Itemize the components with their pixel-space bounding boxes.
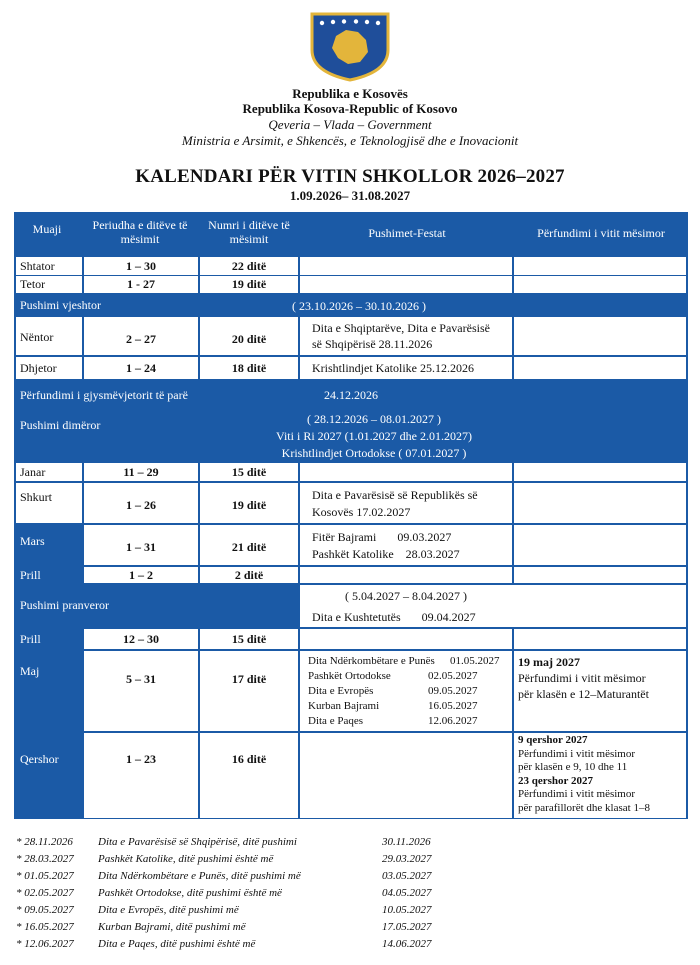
holiday-mars-line1: Fitër Bajrami 09.03.2027 <box>312 530 452 544</box>
period-janar: 11 – 29 <box>123 465 159 479</box>
footnote-item: * 28.03.2027 Pashkët Katolike, ditë pushimi është më 29.03.2027 <box>16 853 432 865</box>
month-nentor: Nëntor <box>20 330 54 344</box>
days-prill-2: 15 ditë <box>231 632 267 646</box>
footnote-item: * 16.05.2027 Kurban Bajrami, ditë pushimi më 17.05.2027 <box>16 921 432 933</box>
month-tetor: Tetor <box>20 277 46 291</box>
end-qershor-line: Përfundimi i vitit mësimor <box>518 747 636 760</box>
holiday-nentor-line1: Dita e Shqiptarëve, Dita e Pavarësisë <box>312 321 490 335</box>
end-qershor-list <box>518 734 650 816</box>
period-mars: 1 – 31 <box>126 540 156 554</box>
spring-break-label: Pushimi pranveror <box>20 598 109 612</box>
footnote-item: * 28.11.2026 Dita e Pavarësisë së Shqipërisë, ditë pushimi 30.11.2026 <box>16 836 431 848</box>
holiday-maj-item: Dita e Evropës 09.05.2027 <box>308 685 478 697</box>
ministry-line: Ministria e Arsimit, e Shkencës, e Teknologjisë dhe e Inovacionit <box>181 133 519 148</box>
footnote-item: * 02.05.2027 Pashkët Ortodokse, ditë pushimi është më 04.05.2027 <box>16 887 432 899</box>
period-nentor: 2 – 27 <box>126 332 156 346</box>
column-header-period: Periudha e ditëve të mësimit <box>92 218 188 246</box>
winter-break-dates: ( 28.12.2026 – 08.01.2027 ) <box>307 412 441 426</box>
footnote-item: * 01.05.2027 Dita Ndërkombëtare e Punës, ditë pushimi më 03.05.2027 <box>16 870 432 882</box>
end-qershor-line: Përfundimi i vitit mësimor <box>518 788 636 801</box>
half-year-date: 24.12.2026 <box>324 388 378 402</box>
kosovo-coat-of-arms-icon <box>308 10 392 82</box>
footnote-item: * 09.05.2027 Dita e Evropës, ditë pushimi më 10.05.2027 <box>16 904 432 916</box>
end-qershor-line: për klasën e 9, 10 dhe 11 <box>518 761 628 774</box>
holiday-shkurt-line1: Dita e Pavarësisë së Republikës së <box>312 488 478 502</box>
end-maj-line2: Përfundimi i vitit mësimor <box>518 671 646 685</box>
column-header-month: Muaji <box>32 222 62 236</box>
month-qershor: Qershor <box>20 752 59 766</box>
month-shkurt: Shkurt <box>20 490 53 504</box>
page-title: KALENDARI PËR VITIN SHKOLLOR 2026–2027 <box>135 166 565 187</box>
month-mars: Mars <box>20 534 45 548</box>
holiday-maj-item: Pashkët Ortodokse 02.05.2027 <box>308 670 478 682</box>
column-header-days: Numri i ditëve të mësimit <box>208 218 290 246</box>
days-nentor: 20 ditë <box>231 332 267 346</box>
footnote-list <box>16 836 686 955</box>
days-prill-1: 2 ditë <box>234 568 264 582</box>
column-header-holidays: Pushimet-Festat <box>368 226 446 240</box>
holiday-shkurt-line2: Kosovës 17.02.2027 <box>312 505 411 519</box>
days-shkurt: 19 ditë <box>231 498 267 512</box>
holiday-dhjetor: Krishtlindjet Katolike 25.12.2026 <box>312 361 474 375</box>
month-janar: Janar <box>20 465 46 479</box>
holiday-mars-line2: Pashkët Katolike 28.03.2027 <box>312 547 460 561</box>
spring-break-dates: ( 5.04.2027 – 8.04.2027 ) <box>345 589 467 603</box>
footnote-item: * 12.06.2027 Dita e Paqes, ditë pushimi është më 14.06.2027 <box>16 938 432 950</box>
spring-break-constitution-day: Dita e Kushtetutës 09.04.2027 <box>312 610 476 624</box>
end-qershor-line: për parafillorët dhe klasat 1–8 <box>518 801 650 814</box>
days-qershor: 16 ditë <box>231 752 267 766</box>
month-dhjetor: Dhjetor <box>20 361 57 375</box>
end-qershor-line: 23 qershor 2027 <box>518 774 593 787</box>
period-prill-1: 1 – 2 <box>129 568 153 582</box>
republic-name-multilingual: Republika Kosova-Republic of Kosovo <box>242 101 458 116</box>
school-calendar-table <box>14 212 688 819</box>
month-prill-1: Prill <box>20 568 41 582</box>
column-header-end: Përfundimi i vitit mësimor <box>537 226 665 240</box>
winter-break-orthodox-christmas: Krishtlindjet Ortodokse ( 07.01.2027 ) <box>281 446 467 460</box>
days-tetor: 19 ditë <box>231 277 267 291</box>
period-shtator: 1 – 30 <box>126 259 156 273</box>
winter-break-new-year: Viti i Ri 2027 (1.01.2027 dhe 2.01.2027) <box>276 429 472 443</box>
month-shtator: Shtator <box>20 259 55 273</box>
half-year-label: Përfundimi i gjysmëvjetorit të parë <box>20 388 188 402</box>
holiday-maj-item: Dita e Paqes 12.06.2027 <box>308 715 478 727</box>
holiday-maj-item: Dita Ndërkombëtare e Punës 01.05.2027 <box>308 655 500 667</box>
holidays-maj-list <box>308 654 510 729</box>
days-shtator: 22 ditë <box>231 259 267 273</box>
page-subtitle: 1.09.2026– 31.08.2027 <box>289 188 411 203</box>
autumn-break-dates: ( 23.10.2026 – 30.10.2026 ) <box>292 299 426 313</box>
period-shkurt: 1 – 26 <box>126 498 156 512</box>
end-qershor-line: 9 qershor 2027 <box>518 734 588 746</box>
end-maj-line3: për klasën e 12–Maturantët <box>518 687 649 701</box>
days-mars: 21 ditë <box>231 540 267 554</box>
month-maj: Maj <box>20 664 40 678</box>
period-qershor: 1 – 23 <box>126 752 156 766</box>
government-line: Qeveria – Vlada – Government <box>268 117 432 132</box>
period-dhjetor: 1 – 24 <box>126 361 156 375</box>
holiday-nentor-line2: së Shqipërisë 28.11.2026 <box>312 337 433 351</box>
holiday-maj-item: Kurban Bajrami 16.05.2027 <box>308 700 478 712</box>
month-prill-2: Prill <box>20 632 41 646</box>
autumn-break-label: Pushimi vjeshtor <box>20 298 102 312</box>
days-maj: 17 ditë <box>231 672 267 686</box>
days-janar: 15 ditë <box>231 465 267 479</box>
end-maj-date: 19 maj 2027 <box>518 655 580 669</box>
period-prill-2: 12 – 30 <box>123 632 159 646</box>
period-tetor: 1 - 27 <box>127 277 155 291</box>
days-dhjetor: 18 ditë <box>231 361 267 375</box>
period-maj: 5 – 31 <box>126 672 156 686</box>
republic-name-albanian: Republika e Kosovës <box>292 86 408 101</box>
winter-break-label: Pushimi dimëror <box>20 418 101 432</box>
